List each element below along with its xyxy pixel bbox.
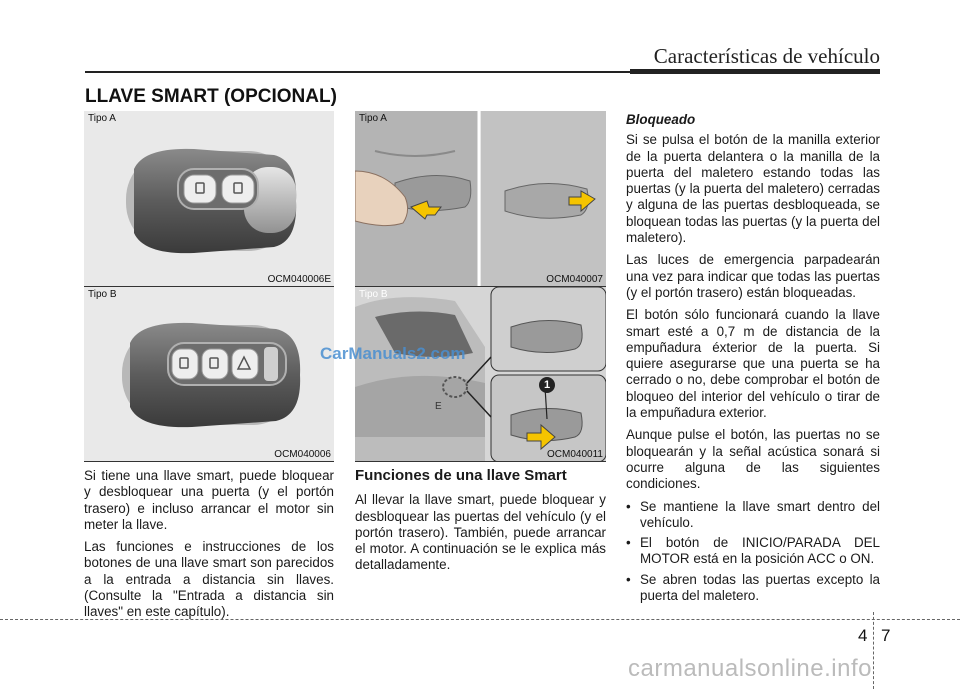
- figure-underline: [355, 461, 606, 462]
- bullet-item: [626, 499, 880, 532]
- figure-key-tipo-b: [84, 287, 334, 462]
- door-handle-tipo-a-illustration: [355, 111, 606, 287]
- subsection-heading: Bloqueado: [626, 112, 696, 127]
- figure-type-label: Tipo A: [88, 113, 116, 124]
- paragraph: Las funciones e instrucciones de los botones de una llave smart son parecidos a la entrada a distancia sin llaves. (Consulte la "Entrada a distancia sin llaves" en este capítulo).: [84, 539, 334, 620]
- smart-key-tipo-a-illustration: [84, 111, 334, 287]
- overlay-watermark: CarManuals2.com: [320, 344, 466, 363]
- figure-door-tipo-a: [355, 111, 606, 287]
- bullet-item: [626, 535, 880, 568]
- bullet-marker: •: [626, 498, 631, 514]
- paragraph: Las luces de emergencia parpadearán una vez para indicar que todas las puertas (y el portón trasero) están bloqueadas.: [626, 252, 880, 300]
- paragraph: El botón sólo funcionará cuando la llave smart esté a 0,7 m de distancia de la empuñadura éxterior de la puerta. Si quiere asegurarse que una puerta se ha cerrado o no, debe comprobar el botón de bloqueo del interior del vehículo o tirar de la empuñadura exterior.: [626, 307, 880, 421]
- figure-code: OCM040006: [274, 449, 331, 460]
- figure-underline: [84, 461, 334, 462]
- bullet-text: Se mantiene la llave smart dentro del vehículo.: [640, 498, 880, 530]
- footer-page-divider: [873, 612, 874, 689]
- figure-code: OCM040006E: [267, 274, 331, 285]
- bullet-text: Se abren todas las puertas excepto la puerta del maletero.: [640, 571, 880, 604]
- paragraph: Si se pulsa el botón de la manilla exterior de la puerta delantera o la manilla de la puerta del maletero estando todas las puertas (y la puerta del maletero) cerradas y alguna de las puertas desbloqueada, se bloquean todas las puertas (y la puerta del maletero).: [626, 132, 880, 246]
- chapter-number: 4: [858, 626, 868, 645]
- chapter-title: Características de vehículo: [653, 44, 880, 68]
- header-rule-accent: [630, 69, 880, 74]
- callout-number: 1: [543, 379, 551, 391]
- paragraph: Al llevar la llave smart, puede bloquear y desbloquear las puertas del vehículo (y el portón trasero). También, puede arrancar el motor. A continuación se le explica más detalladamente.: [355, 492, 606, 573]
- smart-key-tipo-b-illustration: [84, 287, 334, 462]
- tailgate-handle-tipo-b-illustration: [355, 287, 606, 462]
- section-title: LLAVE SMART (OPCIONAL): [85, 86, 337, 107]
- footer-watermark: carmanualsonline.info: [628, 655, 872, 682]
- figure-type-label: Tipo A: [359, 113, 387, 124]
- column-2-text: [355, 468, 606, 580]
- figure-door-tipo-b: [355, 287, 606, 462]
- bullet-item: [626, 572, 880, 605]
- bullet-marker: •: [626, 571, 631, 587]
- footer-divider: [0, 619, 960, 620]
- page-number: 7: [881, 626, 891, 645]
- figure-key-tipo-a: [84, 111, 334, 287]
- figure-code: OCM040007: [546, 274, 603, 285]
- bullet-text: El botón de INICIO/PARADA DEL MOTOR está en la posición ACC o ON.: [640, 535, 880, 567]
- subsection-heading: Funciones de una llave Smart: [355, 467, 567, 484]
- column-1-text: [84, 468, 334, 627]
- figure-code: OCM040011: [547, 449, 603, 460]
- figure-type-label: Tipo B: [359, 289, 388, 300]
- tailgate-badge-letter: E: [435, 401, 442, 412]
- callout-number-badge: [539, 377, 555, 393]
- column-3-text: [626, 112, 880, 608]
- paragraph: Aunque pulse el botón, las puertas no se bloquearán y la señal acústica sonará si ocurre alguna de las siguientes condiciones.: [626, 427, 880, 492]
- figure-type-label: Tipo B: [88, 289, 117, 300]
- bullet-marker: •: [626, 535, 631, 551]
- paragraph: Si tiene una llave smart, puede bloquear y desbloquear una puerta (y el portón trasero) e incluso arrancar el motor sin meter la llave.: [84, 468, 334, 532]
